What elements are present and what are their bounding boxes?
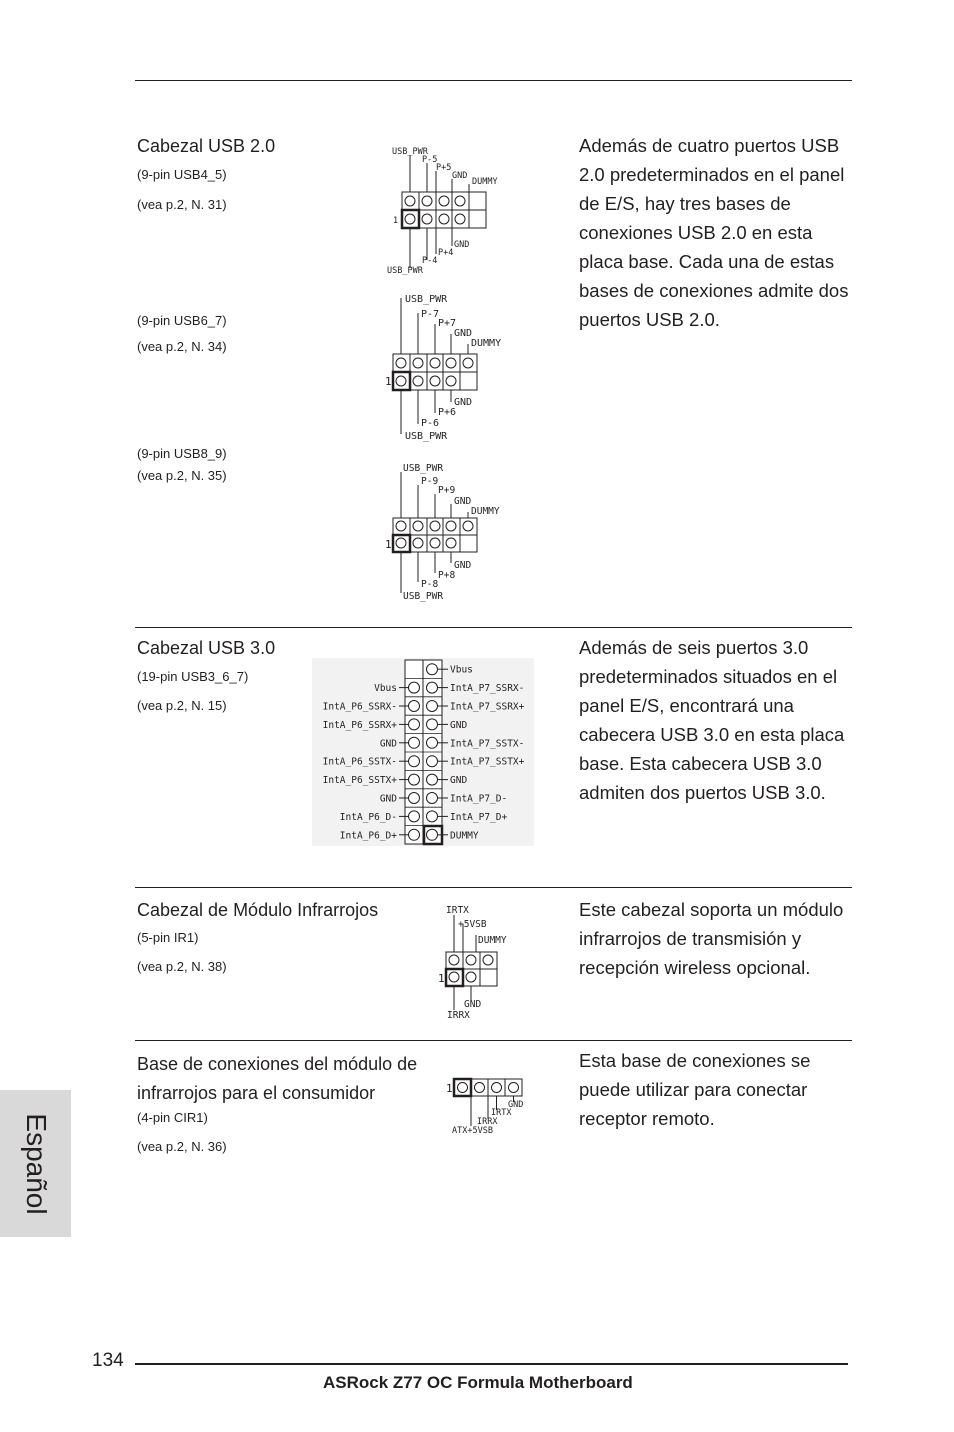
- usb2-h1-label-pplus-bottom: P+4: [438, 248, 454, 258]
- usb2-h2-label-pminus-bottom: P-6: [421, 418, 440, 429]
- usb2-h1-label-dummy: DUMMY: [472, 177, 498, 187]
- usb2-h1-label-pminus-top: P-5: [422, 155, 438, 165]
- usb2-header3-ref: (vea p.2, N. 35): [137, 468, 227, 483]
- ir-header-diagram: [436, 902, 526, 1022]
- usb3-left-label: GND: [379, 793, 397, 805]
- ir-description: Este cabezal soporta un módulo infrarrojos de transmisión y recepción wireless opcional.: [579, 899, 844, 978]
- ir-pin: (5-pin IR1): [137, 930, 199, 945]
- cir-label-irtx: IRTX: [491, 1108, 512, 1118]
- usb3-right-label: IntA_P7_SSRX+: [450, 701, 525, 713]
- usb2-h1-label-usbpwr-bottom: USB_PWR: [387, 266, 423, 276]
- usb2-h3-label-pplus-top: P+9: [438, 485, 456, 496]
- usb2-h1-label-gnd-top: GND: [452, 171, 468, 181]
- usb2-title: Cabezal USB 2.0: [137, 136, 276, 156]
- ir-label-5vsb: +5VSB: [458, 919, 487, 930]
- cir-label-irrx: IRRX: [477, 1117, 498, 1127]
- usb2-h1-label-usbpwr-top: USB_PWR: [392, 147, 428, 157]
- usb3-left-label: IntA_P6_SSRX+: [322, 719, 397, 731]
- usb3-left-label: Vbus: [374, 683, 397, 695]
- usb2-h2-label-pminus-top: P-7: [421, 309, 440, 320]
- usb2-header2-pin: (9-pin USB6_7): [137, 313, 227, 328]
- usb2-header2-diagram: [380, 288, 530, 443]
- ir-title: Cabezal de Módulo Infrarrojos: [137, 900, 379, 920]
- usb3-right-label: IntA_P7_D+: [450, 811, 508, 823]
- footer-rule: [135, 1363, 848, 1365]
- usb2-header1-diagram: [380, 140, 520, 280]
- cir-description: Esta base de conexiones se puede utilizar para conectar receptor remoto.: [579, 1050, 811, 1129]
- usb3-right-label: IntA_P7_SSRX-: [450, 683, 525, 695]
- cir-title: Base de conexiones del módulo de infrarrojos para el consumidor: [137, 1054, 418, 1103]
- usb3-left-label: IntA_P6_SSTX+: [322, 775, 397, 787]
- usb2-header1-pin: (9-pin USB4_5): [137, 167, 227, 182]
- usb2-h3-label-pminus-top: P-9: [421, 476, 439, 487]
- usb2-h2-label-gnd-bottom: GND: [454, 397, 473, 408]
- ir-label-irrx: IRRX: [447, 1010, 470, 1021]
- usb2-description: Además de cuatro puertos USB 2.0 predeterminados en el panel de E/S, hay tres bases de conexiones USB 2.0 en esta placa base. Cada una de estas bases de conexiones admite dos puertos USB 2.0.: [579, 135, 849, 330]
- usb2-h3-label-pplus-bottom: P+8: [438, 570, 456, 581]
- usb3-left-label: IntA_P6_SSTX-: [322, 756, 397, 768]
- usb3-right-label: IntA_P7_SSTX+: [450, 756, 525, 768]
- footer-title: ASRock Z77 OC Formula Motherboard: [323, 1373, 633, 1392]
- usb3-right-label: IntA_P7_D-: [450, 793, 508, 805]
- usb2-h2-label-usbpwr-bottom: USB_PWR: [405, 431, 448, 442]
- usb2-h2-label-pplus-bottom: P+6: [438, 407, 457, 418]
- usb2-h1-pin1-marker: 1: [393, 216, 399, 226]
- usb3-left-label: IntA_P6_D+: [339, 830, 397, 842]
- cir-label-gnd: GND: [508, 1100, 524, 1110]
- ir-label-irtx: IRTX: [446, 905, 469, 916]
- usb2-h2-label-pplus-top: P+7: [438, 318, 457, 329]
- ir-pin1-marker: 1: [438, 972, 445, 985]
- usb2-h3-label-dummy: DUMMY: [471, 506, 500, 517]
- usb2-h2-pin1-marker: 1: [385, 375, 392, 388]
- usb2-h3-label-gnd-bottom: GND: [454, 560, 472, 571]
- usb2-header3-diagram: [380, 460, 530, 605]
- cir-label-atx5vsb: ATX+5VSB: [452, 1126, 493, 1136]
- ir-label-dummy: DUMMY: [478, 935, 507, 946]
- cir-pin: (4-pin CIR1): [137, 1110, 208, 1125]
- language-label: Español: [20, 1112, 52, 1215]
- cir-pin1-marker: 1: [446, 1082, 453, 1095]
- rule-usb3: [135, 627, 852, 628]
- rule-cir: [135, 1040, 852, 1041]
- page-number: 134: [92, 1350, 124, 1371]
- usb3-left-label: IntA_P6_D-: [339, 811, 397, 823]
- usb3-right-label: Vbus: [450, 664, 473, 676]
- usb3-left-label: IntA_P6_SSRX-: [322, 701, 397, 713]
- usb3-left-label: GND: [379, 738, 397, 750]
- usb2-h3-label-pminus-bottom: P-8: [421, 579, 439, 590]
- usb3-title: Cabezal USB 3.0: [137, 638, 276, 658]
- usb3-ref: (vea p.2, N. 15): [137, 698, 227, 713]
- usb2-header1-ref: (vea p.2, N. 31): [137, 197, 227, 212]
- language-side-tab: [0, 1090, 71, 1237]
- usb2-h3-label-usbpwr-bottom: USB_PWR: [403, 591, 444, 602]
- usb3-description: Además de seis puertos 3.0 predeterminados situados en el panel E/S, encontrará una cabecera USB 3.0 en esta placa base. Esta cabecera USB 3.0 admiten dos puertos USB 3.0.: [579, 637, 845, 803]
- ir-ref: (vea p.2, N. 38): [137, 959, 227, 974]
- usb2-header3-pin: (9-pin USB8_9): [137, 446, 227, 461]
- usb2-h3-label-usbpwr-top: USB_PWR: [403, 463, 444, 474]
- usb2-h2-label-dummy: DUMMY: [471, 338, 502, 349]
- usb3-right-label: IntA_P7_SSTX-: [450, 738, 525, 750]
- usb2-header2-ref: (vea p.2, N. 34): [137, 339, 227, 354]
- usb3-pin: (19-pin USB3_6_7): [137, 669, 249, 684]
- usb3-right-label: GND: [450, 775, 468, 787]
- usb2-h1-label-pminus-bottom: P-4: [422, 256, 438, 266]
- usb2-h2-label-gnd-top: GND: [454, 328, 473, 339]
- usb3-right-label: GND: [450, 719, 468, 731]
- top-rule: [135, 80, 852, 81]
- ir-label-gnd: GND: [464, 999, 482, 1010]
- usb3-header-diagram: [312, 658, 534, 846]
- usb2-h3-label-gnd-top: GND: [454, 496, 472, 507]
- cir-header-diagram: [444, 1074, 544, 1138]
- usb2-h2-label-usbpwr-top: USB_PWR: [405, 294, 448, 305]
- cir-ref: (vea p.2, N. 36): [137, 1139, 227, 1154]
- usb2-h1-label-gnd-bottom: GND: [454, 240, 470, 250]
- usb3-right-label: DUMMY: [450, 830, 479, 842]
- usb2-h3-pin1-marker: 1: [385, 538, 392, 551]
- usb2-h1-label-pplus-top: P+5: [436, 163, 452, 173]
- rule-ir: [135, 887, 852, 888]
